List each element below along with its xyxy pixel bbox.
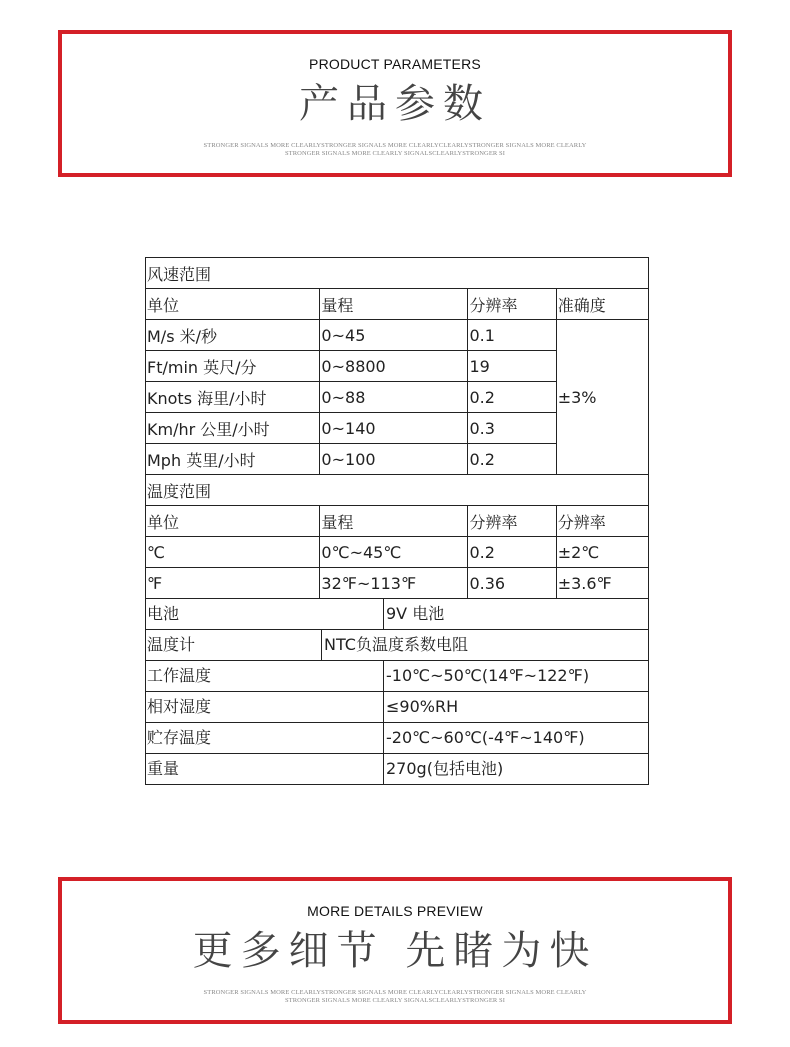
header-accuracy: 分辨率	[556, 506, 648, 537]
spec-row	[146, 630, 649, 661]
spec-row	[146, 599, 649, 630]
wind-unit: Mph 英里/小时	[146, 444, 320, 475]
spec-label: 相对湿度	[146, 692, 384, 722]
more-details-banner	[58, 877, 732, 1024]
spec-value: 9V 电池	[386, 604, 445, 623]
temp-header-row	[146, 506, 649, 537]
temp-range: 32℉~113℉	[320, 568, 468, 599]
spec-label: 工作温度	[146, 661, 384, 691]
header-accuracy: 准确度	[556, 289, 648, 320]
banner-tagline	[62, 989, 728, 1005]
wind-range: 0~45	[320, 320, 468, 351]
spec-label-cell	[146, 630, 468, 661]
spec-value: -10℃~50℃(14℉~122℉)	[386, 666, 590, 685]
spec-row	[146, 754, 649, 785]
spec-row	[146, 723, 649, 754]
header-resolution: 分辨率	[468, 506, 556, 537]
banner-tagline-line1: STRONGER SIGNALS MORE CLEARLYSTRONGER SIGNALS MORE CLEARLYCLEARLYSTRONGER SIGNALS MORE CLEARLY	[203, 989, 587, 996]
table-row	[146, 537, 649, 568]
spec-label: 温度计	[146, 630, 322, 660]
wind-unit: Ft/min 英尺/分	[146, 351, 320, 382]
temp-unit: ℉	[146, 568, 320, 599]
wind-header-row	[146, 289, 649, 320]
banner-title-cn: 产品参数	[299, 81, 491, 127]
spec-label-cell	[146, 723, 585, 754]
temp-section-title: 温度范围	[146, 475, 649, 506]
header-unit: 单位	[146, 506, 320, 537]
wind-accuracy: ±3%	[556, 320, 648, 475]
spec-label-cell	[146, 692, 468, 723]
wind-unit: Knots 海里/小时	[146, 382, 320, 413]
spec-label: 重量	[146, 754, 384, 784]
banner-title-en: PRODUCT PARAMETERS	[309, 56, 481, 72]
spec-label: 电池	[146, 599, 384, 629]
banner-title-en: MORE DETAILS PREVIEW	[307, 903, 483, 919]
wind-resolution: 0.2	[468, 382, 556, 413]
wind-section-title: 风速范围	[146, 258, 649, 289]
temp-resolution: 0.2	[468, 537, 556, 568]
banner-title-cn: 更多细节 先睹为快	[192, 928, 598, 974]
spec-label-cell	[146, 754, 504, 785]
temp-unit: ℃	[146, 537, 320, 568]
spec-value: -20℃~60℃(-4℉~140℉)	[386, 728, 585, 747]
spec-row	[146, 661, 649, 692]
wind-resolution: 19	[468, 351, 556, 382]
spec-label-cell	[146, 661, 590, 692]
wind-unit: Km/hr 公里/小时	[146, 413, 320, 444]
spec-value: NTC负温度系数电阻	[323, 635, 468, 654]
spec-label: 贮存温度	[146, 723, 384, 753]
wind-range: 0~100	[320, 444, 468, 475]
wind-unit: M/s 米/秒	[146, 320, 320, 351]
wind-resolution: 0.3	[468, 413, 556, 444]
spec-value: 270g(包括电池)	[386, 759, 504, 778]
spec-filler	[468, 692, 649, 723]
temp-accuracy: ±2℃	[556, 537, 648, 568]
temp-accuracy: ±3.6℉	[556, 568, 648, 599]
spec-filler	[468, 599, 649, 630]
spec-row	[146, 692, 649, 723]
spec-label-cell	[146, 599, 468, 630]
wind-range: 0~140	[320, 413, 468, 444]
wind-resolution: 0.1	[468, 320, 556, 351]
header-resolution: 分辨率	[468, 289, 556, 320]
spec-filler	[468, 630, 649, 661]
header-unit: 单位	[146, 289, 320, 320]
banner-tagline-line1: STRONGER SIGNALS MORE CLEARLYSTRONGER SIGNALS MORE CLEARLYCLEARLYSTRONGER SIGNALS MORE CLEARLY	[203, 142, 587, 149]
parameters-table	[145, 257, 649, 785]
spec-value: ≤90%RH	[386, 697, 459, 716]
header-range: 量程	[320, 506, 468, 537]
header-range: 量程	[320, 289, 468, 320]
banner-tagline-line2: STRONGER SIGNALS MORE CLEARLY SIGNALSCLEARLYSTRONGER SI	[284, 150, 506, 157]
temp-resolution: 0.36	[468, 568, 556, 599]
banner-tagline-line2: STRONGER SIGNALS MORE CLEARLY SIGNALSCLEARLYSTRONGER SI	[284, 997, 506, 1004]
product-parameters-banner	[58, 30, 732, 177]
wind-resolution: 0.2	[468, 444, 556, 475]
wind-range: 0~8800	[320, 351, 468, 382]
temp-range: 0℃~45℃	[320, 537, 468, 568]
wind-range: 0~88	[320, 382, 468, 413]
table-row	[146, 320, 649, 351]
temp-section-row	[146, 475, 649, 506]
wind-section-row	[146, 258, 649, 289]
banner-tagline	[62, 142, 728, 158]
table-row	[146, 568, 649, 599]
